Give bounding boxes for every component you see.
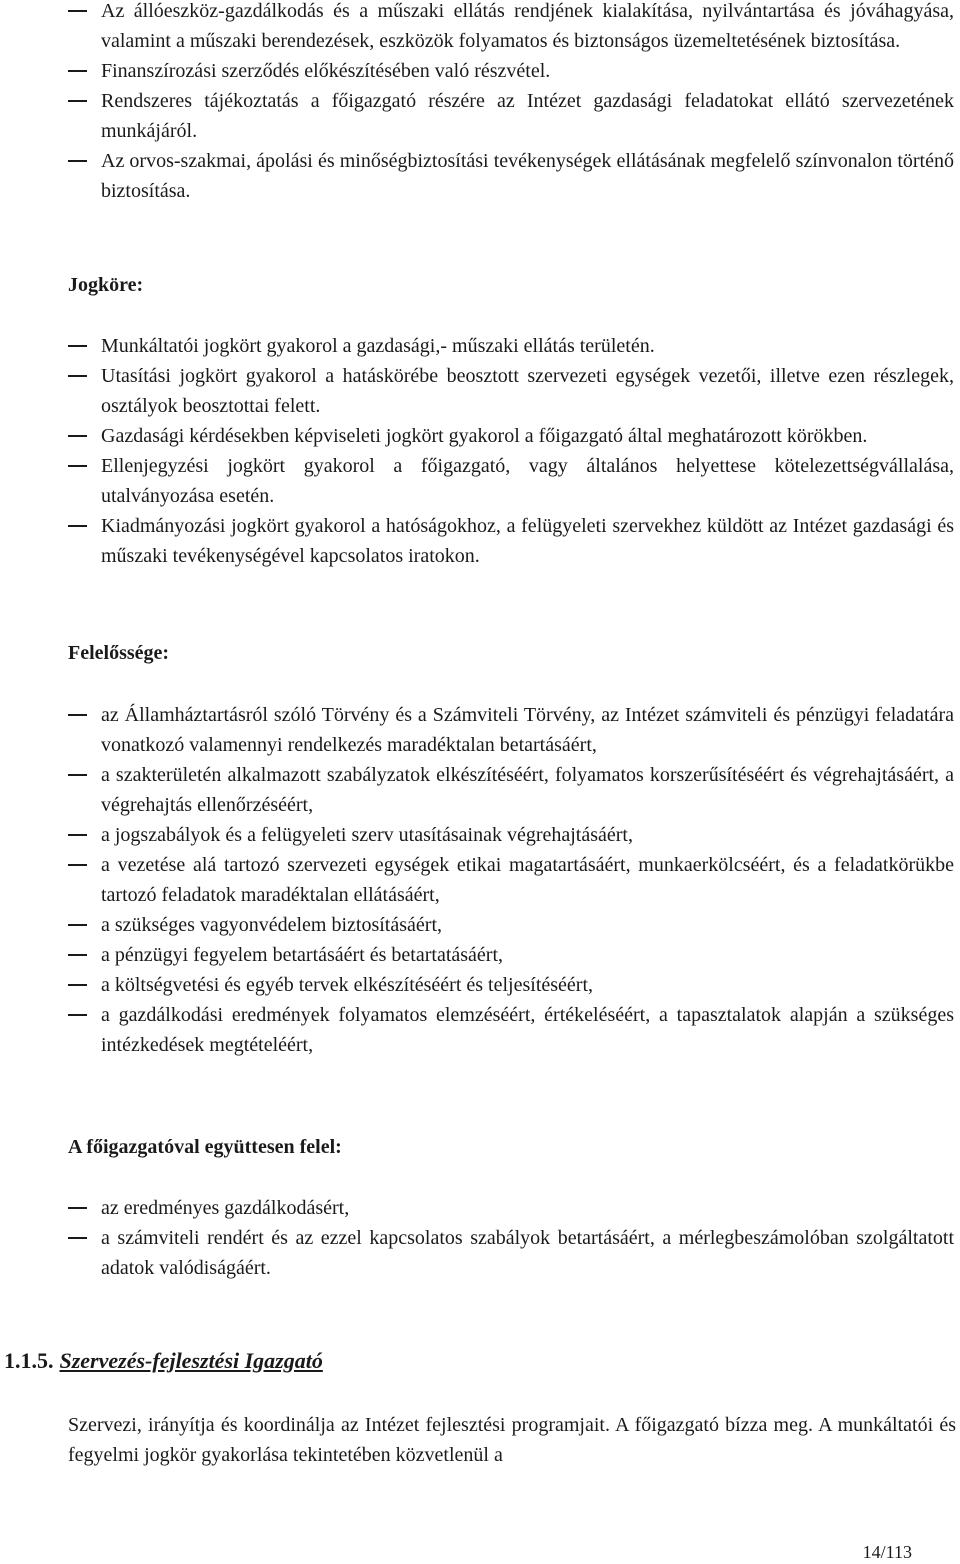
dash-bullet-icon bbox=[68, 525, 87, 527]
list-item bbox=[0, 331, 960, 361]
section-number: 1.1.5. bbox=[4, 1348, 54, 1373]
dash-bullet-icon bbox=[68, 984, 87, 986]
dash-bullet-icon bbox=[68, 70, 87, 72]
dash-bullet-icon bbox=[68, 834, 87, 836]
egyuttesen-heading: A főigazgatóval együttesen felel: bbox=[68, 1136, 342, 1158]
dash-bullet-icon bbox=[68, 100, 87, 102]
dash-bullet-icon bbox=[68, 465, 87, 467]
list-item bbox=[0, 146, 960, 206]
dash-bullet-icon bbox=[68, 1237, 87, 1239]
list-item-text: Finanszírozási szerződés előkészítésében való részvétel. bbox=[101, 60, 551, 82]
list-item bbox=[0, 421, 960, 451]
list-item bbox=[0, 760, 960, 820]
list-item bbox=[0, 86, 960, 146]
section-paragraph: Szervezi, irányítja és koordinálja az Intézet fejlesztési programjait. A főigazgató bízza meg. A munkáltatói és fegyelmi jogkör gyakorlása tekintetében közvetlenül a bbox=[68, 1414, 956, 1466]
dash-bullet-icon bbox=[68, 924, 87, 926]
section-title bbox=[4, 1346, 323, 1376]
dash-bullet-icon bbox=[68, 345, 87, 347]
dash-bullet-icon bbox=[68, 10, 87, 12]
list-item-text: Munkáltatói jogkört gyakorol a gazdasági,- műszaki ellátás területén. bbox=[101, 335, 655, 357]
felelossege-list bbox=[0, 700, 960, 1060]
list-item bbox=[0, 1000, 960, 1060]
list-item-text: Az orvos-szakmai, ápolási és minőségbiztosítási tevékenységek ellátásának megfelelő színvonalon történő biztosítása. bbox=[101, 150, 954, 202]
list-item bbox=[0, 361, 960, 421]
section-name: Szervezés-fejlesztési Igazgató bbox=[59, 1348, 323, 1373]
list-item-text: a jogszabályok és a felügyeleti szerv utasításainak végrehajtásáért, bbox=[101, 824, 633, 846]
dash-bullet-icon bbox=[68, 774, 87, 776]
list-item bbox=[0, 850, 960, 910]
list-item-text: a vezetése alá tartozó szervezeti egységek etikai magatartásáért, munkaerkölcséért, és a feladatkörükbe tartozó feladatok maradéktalan ellátásáért, bbox=[101, 854, 954, 906]
dash-bullet-icon bbox=[68, 375, 87, 377]
felelossege-heading: Felelőssége: bbox=[68, 642, 170, 664]
page-number: 14/113 bbox=[862, 1542, 912, 1562]
list-item-text: Kiadmányozási jogkört gyakorol a hatóságokhoz, a felügyeleti szervekhez küldött az Intézet gazdasági és műszaki tevékenységével kapcsolatos iratokon. bbox=[101, 515, 954, 567]
list-item-text: a pénzügyi fegyelem betartásáért és betartatásáért, bbox=[101, 944, 504, 966]
dash-bullet-icon bbox=[68, 435, 87, 437]
list-item-text: Gazdasági kérdésekben képviseleti jogkört gyakorol a főigazgató által meghatározott körökben. bbox=[101, 425, 868, 447]
dash-bullet-icon bbox=[68, 714, 87, 716]
list-item-text: a számviteli rendért és az ezzel kapcsolatos szabályok betartásáért, a mérlegbeszámolóban szolgáltatott adatok valódiságáért. bbox=[101, 1227, 954, 1279]
list-item bbox=[0, 56, 960, 86]
list-item-text: az Államháztartásról szóló Törvény és a Számviteli Törvény, az Intézet számviteli és pénzügyi feladatára vonatkozó valamennyi rendelkezés maradéktalan betartásáért, bbox=[101, 704, 954, 756]
list-item-text: Utasítási jogkört gyakorol a hatáskörébe beosztott szervezeti egységek vezetői, illetve ezen részlegek, osztályok beosztottai felett. bbox=[101, 365, 954, 417]
dash-bullet-icon bbox=[68, 864, 87, 866]
egyuttesen-list bbox=[0, 1193, 960, 1283]
dash-bullet-icon bbox=[68, 1207, 87, 1209]
list-item bbox=[0, 0, 960, 56]
list-item bbox=[0, 820, 960, 850]
list-item bbox=[0, 1223, 960, 1283]
list-item-text: a szükséges vagyonvédelem biztosításáért, bbox=[101, 914, 442, 936]
list-item-text: a költségvetési és egyéb tervek elkészítéséért és teljesítéséért, bbox=[101, 974, 594, 996]
list-item bbox=[0, 700, 960, 760]
list-item bbox=[0, 910, 960, 940]
list-item-text: Ellenjegyzési jogkört gyakorol a főigazgató, vagy általános helyettese kötelezettségvállalása, utalványozása esetén. bbox=[101, 455, 954, 507]
list-item bbox=[0, 451, 960, 511]
dash-bullet-icon bbox=[68, 1014, 87, 1016]
list-item bbox=[0, 970, 960, 1000]
list-item-text: a gazdálkodási eredmények folyamatos elemzéséért, értékeléséért, a tapasztalatok alapján a szükséges intézkedések megtételéért, bbox=[101, 1004, 954, 1056]
list-item-text: a szakterületén alkalmazott szabályzatok elkészítéséért, folyamatos korszerűsítéséért és végrehajtásáért, a végrehajtás ellenőrzéséért, bbox=[101, 764, 954, 816]
dash-bullet-icon bbox=[68, 160, 87, 162]
dash-bullet-icon bbox=[68, 954, 87, 956]
list-item-text: Rendszeres tájékoztatás a főigazgató részére az Intézet gazdasági feladatokat ellátó szervezetének munkájáról. bbox=[101, 90, 954, 142]
list-item-text: az eredményes gazdálkodásért, bbox=[101, 1197, 350, 1219]
list-item bbox=[0, 511, 960, 571]
top-bullet-list bbox=[0, 0, 960, 206]
list-item bbox=[0, 1193, 960, 1223]
jogkore-list bbox=[0, 331, 960, 571]
list-item bbox=[0, 940, 960, 970]
list-item-text: Az állóeszköz-gazdálkodás és a műszaki ellátás rendjének kialakítása, nyilvántartása és jóváhagyása, valamint a műszaki berendezések, eszközök folyamatos és biztonságos üzemeltetésének biztosítása. bbox=[101, 0, 954, 52]
jogkore-heading: Jogköre: bbox=[68, 274, 144, 296]
